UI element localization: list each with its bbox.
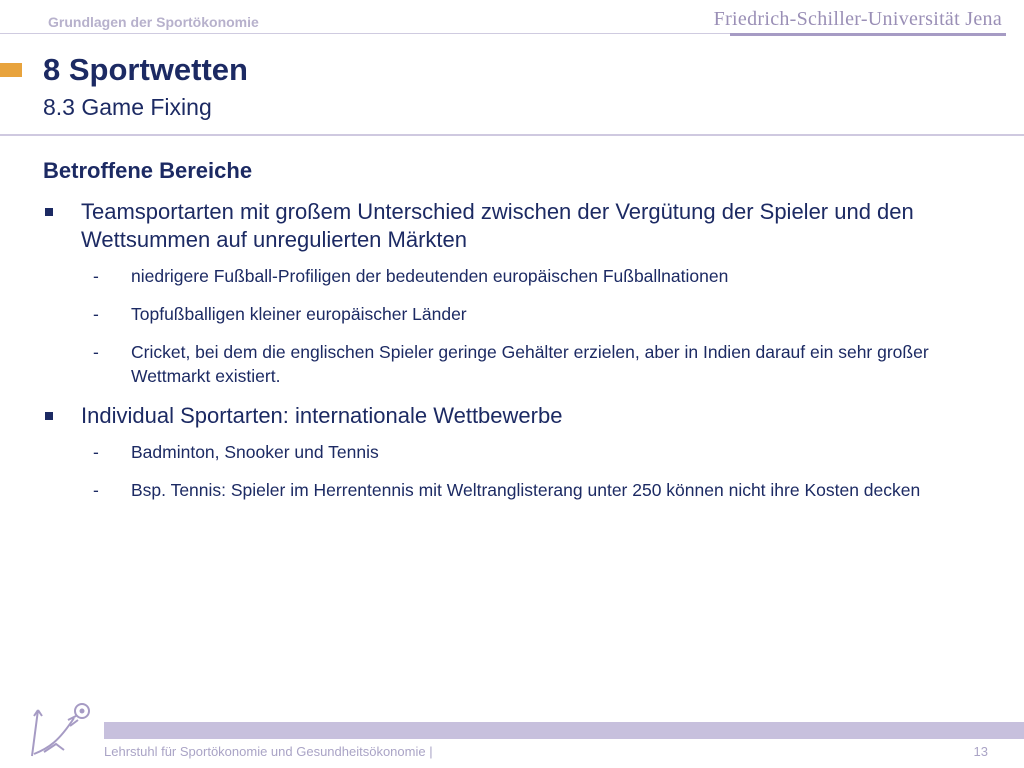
bullet-item	[43, 198, 973, 254]
square-bullet-icon	[45, 208, 53, 216]
dash-marker: -	[93, 342, 99, 362]
header-university-name: Friedrich-Schiller-Universität Jena	[713, 8, 1002, 30]
page-number: 13	[973, 744, 988, 759]
sub-bullet-item	[43, 440, 973, 464]
footer-bar	[104, 722, 1024, 739]
footer-chair-name: Lehrstuhl für Sportökonomie und Gesundheitsökonomie |	[104, 744, 433, 759]
university-logo-icon	[4, 696, 104, 762]
sub-bullet-text: Cricket, bei dem die englischen Spieler geringe Gehälter erzielen, aber in Indien darauf ein sehr großer Wettmarkt existiert.	[131, 342, 929, 386]
title-divider	[0, 134, 1024, 136]
slide-subtitle: 8.3 Game Fixing	[43, 94, 212, 120]
sub-bullet-item	[43, 340, 973, 388]
bullet-item	[43, 402, 973, 430]
header-course-title: Grundlagen der Sportökonomie	[48, 14, 259, 30]
header-accent-line	[730, 33, 1006, 36]
title-marker	[0, 63, 22, 77]
sub-bullet-item	[43, 478, 973, 502]
bullet-text: Individual Sportarten: internationale Wettbewerbe	[81, 403, 563, 428]
dash-marker: -	[93, 304, 99, 324]
slide-content	[43, 158, 973, 516]
square-bullet-icon	[45, 412, 53, 420]
dash-marker: -	[93, 266, 99, 286]
sub-bullet-text: niedrigere Fußball-Profiligen der bedeutenden europäischen Fußballnationen	[131, 266, 729, 286]
dash-marker: -	[93, 480, 99, 500]
sub-bullet-text: Topfußballigen kleiner europäischer Länder	[131, 304, 467, 324]
sub-bullet-text: Bsp. Tennis: Spieler im Herrentennis mit Weltranglisterang unter 250 können nicht ihre Kosten decken	[131, 480, 921, 500]
sub-bullet-item	[43, 302, 973, 326]
section-heading: Betroffene Bereiche	[43, 158, 253, 183]
slide-title: 8 Sportwetten	[43, 52, 248, 87]
sub-bullet-item	[43, 264, 973, 288]
sub-bullet-text: Badminton, Snooker und Tennis	[131, 442, 379, 462]
bullet-text: Teamsportarten mit großem Unterschied zwischen der Vergütung der Spieler und den Wettsummen auf unregulierten Märkten	[81, 199, 914, 252]
dash-marker: -	[93, 442, 99, 462]
